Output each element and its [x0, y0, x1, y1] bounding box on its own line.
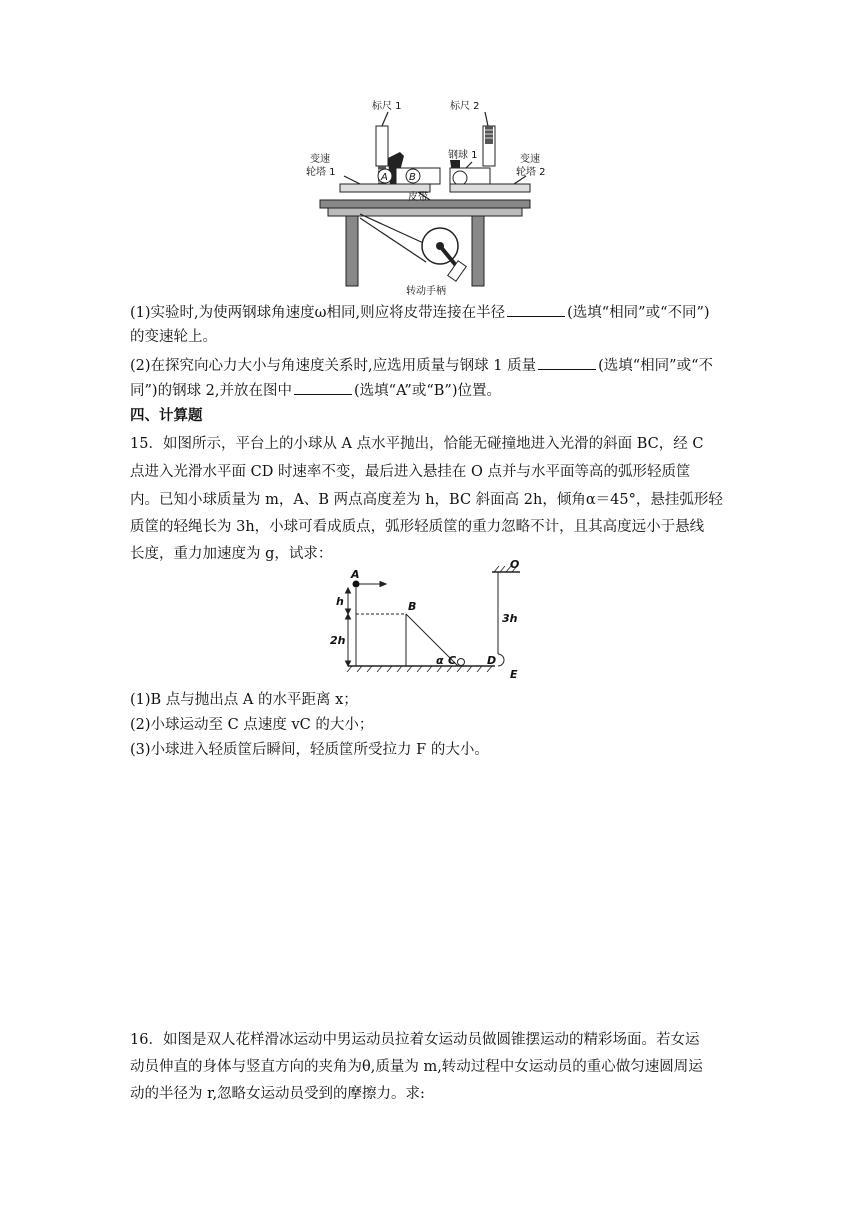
q15-line4: 质筐的轻绳长为 3h，小球可看成质点，弧形轻质筐的重力忽略不计，且其高度远小于悬线	[130, 519, 705, 535]
belt-label: 皮带	[408, 192, 428, 203]
q15-sub3: (3)小球进入轻质筐后瞬间，轻质筐所受拉力 F 的大小。	[130, 742, 489, 758]
q14-part2-line1: (2)在探究向心力大小与角速度关系时,应选用质量与钢球 1 质量 (选填“相同”或“不	[130, 355, 713, 376]
point-e-label: E	[510, 668, 518, 681]
q16-line1: 16．如图是双人花样滑冰运动中男运动员拉着女运动员做圆锥摆运动的精彩场面。若女运	[130, 1032, 700, 1048]
height-h-label: h	[336, 595, 344, 608]
ruler2-label: 标尺 2	[450, 101, 480, 112]
point-a-label: A	[351, 568, 360, 581]
ruler1-label: 标尺 1	[372, 101, 402, 112]
tower2-label-top: 变速	[520, 154, 540, 165]
answer-blank[interactable]	[538, 355, 596, 370]
q16-line2: 动员伸直的身体与竖直方向的夹角为θ,质量为 m,转动过程中女运动员的重心做匀速圆周运	[130, 1059, 703, 1075]
handle-label: 转动手柄	[406, 286, 446, 296]
q15-sub1: (1)B 点与抛出点 A 的水平距离 x；	[130, 692, 358, 708]
q16-line3: 动的半径为 r,忽略女运动员受到的摩擦力。求:	[130, 1086, 425, 1102]
point-d-label: D	[487, 654, 497, 667]
projectile-incline-figure	[320, 558, 540, 682]
position-a-label: A	[381, 172, 388, 183]
point-b-label: B	[408, 600, 417, 613]
position-b-label: B	[409, 172, 416, 183]
q15-line3: 内。已知小球质量为 m，A、B 两点高度差为 h，BC 斜面高 2h，倾角α＝45°，悬挂弧形轻	[130, 492, 723, 508]
section-heading: 四、计算题	[130, 408, 203, 424]
angle-alpha-label: α	[436, 654, 444, 667]
ball1-label: 钢球 1	[448, 150, 478, 161]
q15-line5: 长度，重力加速度为 g，试求：	[130, 546, 333, 562]
point-o-label: O	[510, 558, 520, 571]
q14-part1-line2: 的变速轮上。	[130, 329, 217, 345]
tower1-label-top: 变速	[310, 154, 330, 165]
answer-blank[interactable]	[507, 302, 565, 317]
centripetal-apparatus-figure	[300, 96, 560, 296]
tower1-label-bottom: 轮塔 1	[306, 167, 336, 178]
q14-part2-line2: 同”)的钢球 2,并放在图中 (选填“A”或“B”)位置。	[130, 380, 501, 401]
tower2-label-bottom: 轮塔 2	[516, 167, 546, 178]
rope-3h-label: 3h	[502, 612, 518, 625]
answer-blank[interactable]	[294, 380, 352, 395]
q15-line2: 点进入光滑水平面 CD 时速率不变，最后进入悬挂在 O 点并与水平面等高的弧形轻质筐	[130, 464, 691, 480]
q15-line1: 15．如图所示，平台上的小球从 A 点水平抛出，恰能无碰撞地进入光滑的斜面 BC，经 C	[130, 436, 704, 452]
height-2h-label: 2h	[330, 634, 346, 647]
point-c-label: C	[448, 654, 457, 667]
q15-sub2: (2)小球运动至 C 点速度 vC 的大小；	[130, 717, 374, 733]
q14-part1-line1: (1)实验时,为使两钢球角速度ω相同,则应将皮带连接在半径 (选填“相同”或“不同”)	[130, 302, 710, 323]
